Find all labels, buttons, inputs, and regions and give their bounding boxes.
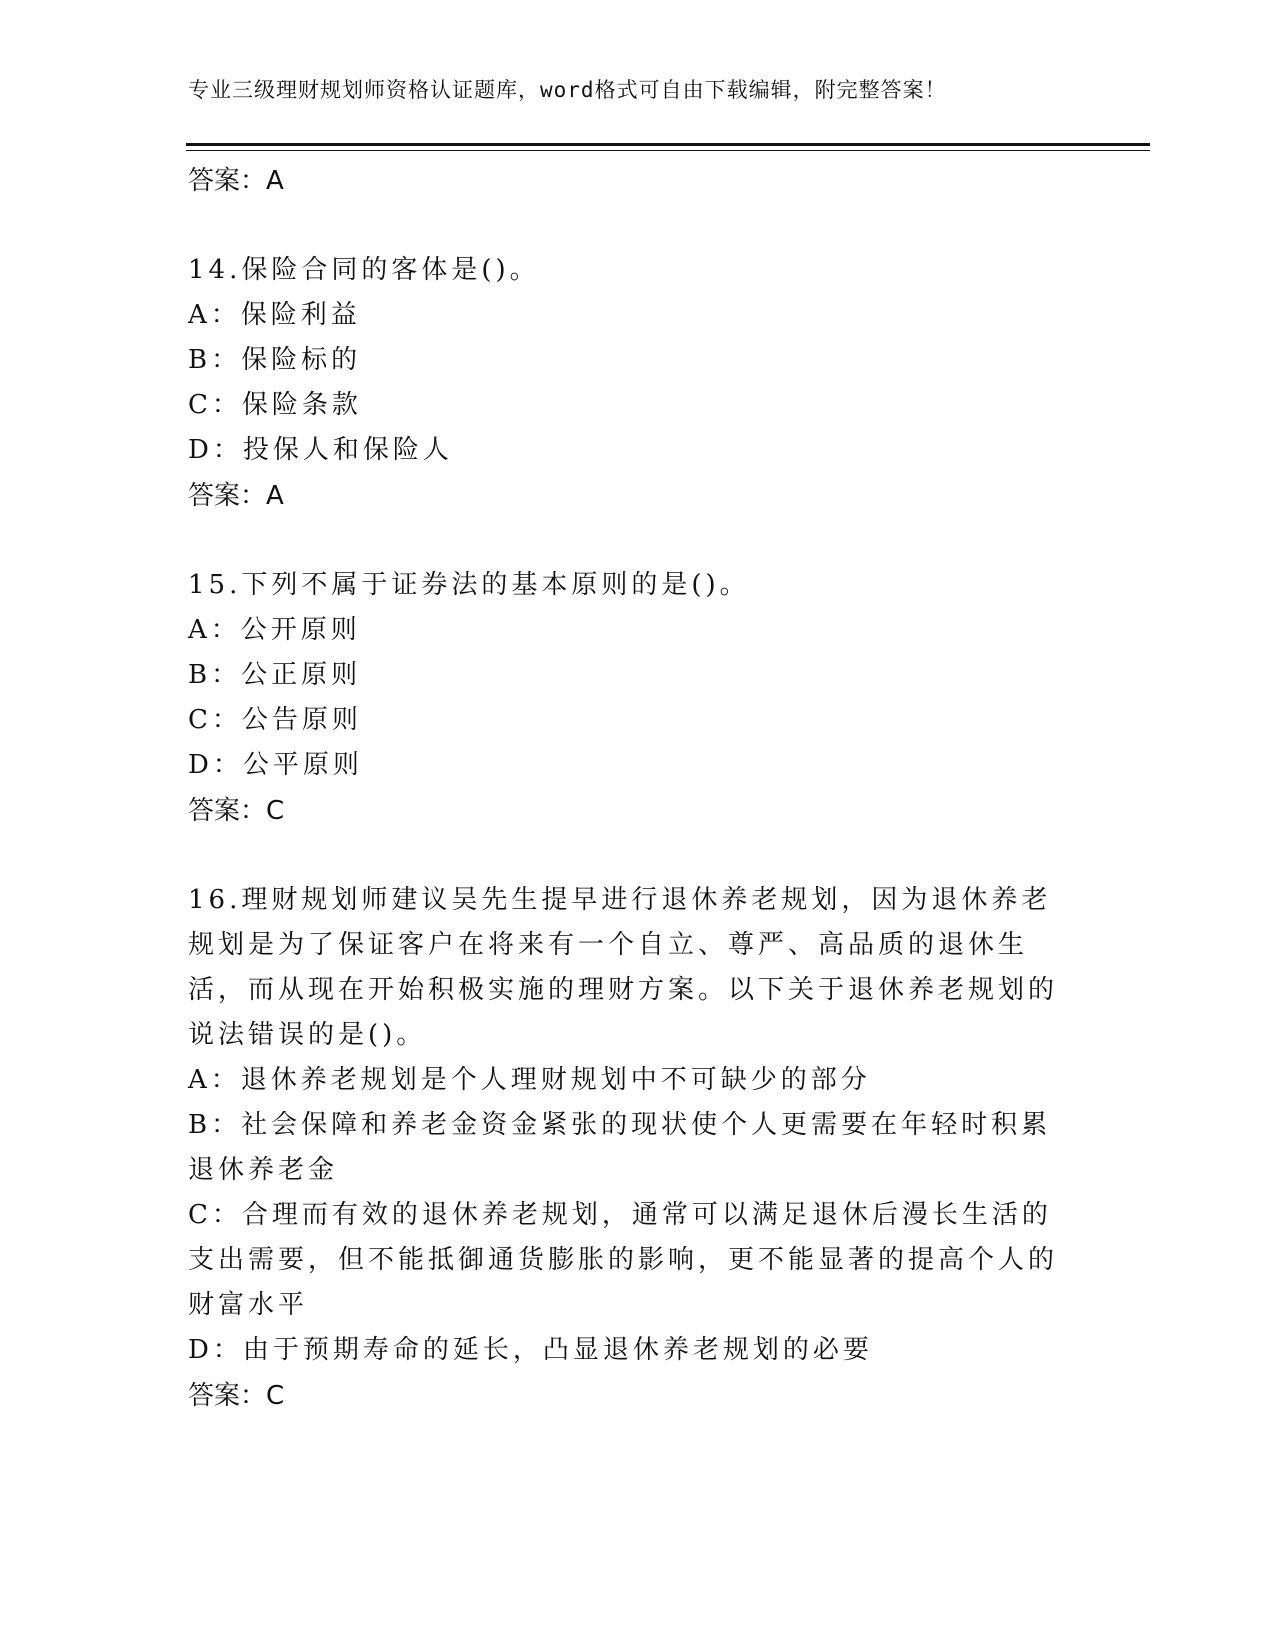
document-body [188,158,1068,1419]
option-c: C：公告原则 [188,705,362,735]
option-a: A：公开原则 [188,615,361,645]
option-d: D：公平原则 [188,750,363,780]
option-c: C：保险条款 [188,390,362,420]
spacer [188,519,1068,563]
answer: 答案：C [188,796,285,826]
answer: 答案：A [188,481,284,511]
spacer [188,204,1068,248]
answer-prev: 答案：A [188,166,284,196]
option-d: D：由于预期寿命的延长，凸显退休养老规划的必要 [188,1335,873,1365]
header-rule-thin [186,150,1150,151]
option-b: B：保险标的 [188,345,362,375]
spacer [188,834,1068,878]
option-d: D：投保人和保险人 [188,435,453,465]
question-stem: 15.下列不属于证券法的基本原则的是()。 [188,570,750,600]
page-header: 专业三级理财规划师资格认证题库，word格式可自由下载编辑，附完整答案！ [188,78,947,102]
option-b: B：社会保障和养老金资金紧张的现状使个人更需要在年轻时积累退休养老金 [188,1110,1052,1185]
question-16 [188,878,1068,1419]
question-stem: 14.保险合同的客体是()。 [188,255,540,285]
option-a: A：保险利益 [188,300,361,330]
option-b: B：公正原则 [188,660,362,690]
header-rule-thick [186,143,1150,146]
question-stem: 16.理财规划师建议吴先生提早进行退休养老规划，因为退休养老规划是为了保证客户在将来有一个自立、尊严、高品质的退休生活，而从现在开始积极实施的理财方案。以下关于退休养老规划的说法错误的是()。 [188,885,1059,1050]
option-a: A：退休养老规划是个人理财规划中不可缺少的部分 [188,1065,871,1095]
question-15 [188,563,1068,834]
question-14 [188,248,1068,519]
answer: 答案：C [188,1381,285,1411]
option-c: C：合理而有效的退休养老规划，通常可以满足退休后漫长生活的支出需要，但不能抵御通货膨胀的影响，更不能显著的提高个人的财富水平 [188,1200,1059,1320]
